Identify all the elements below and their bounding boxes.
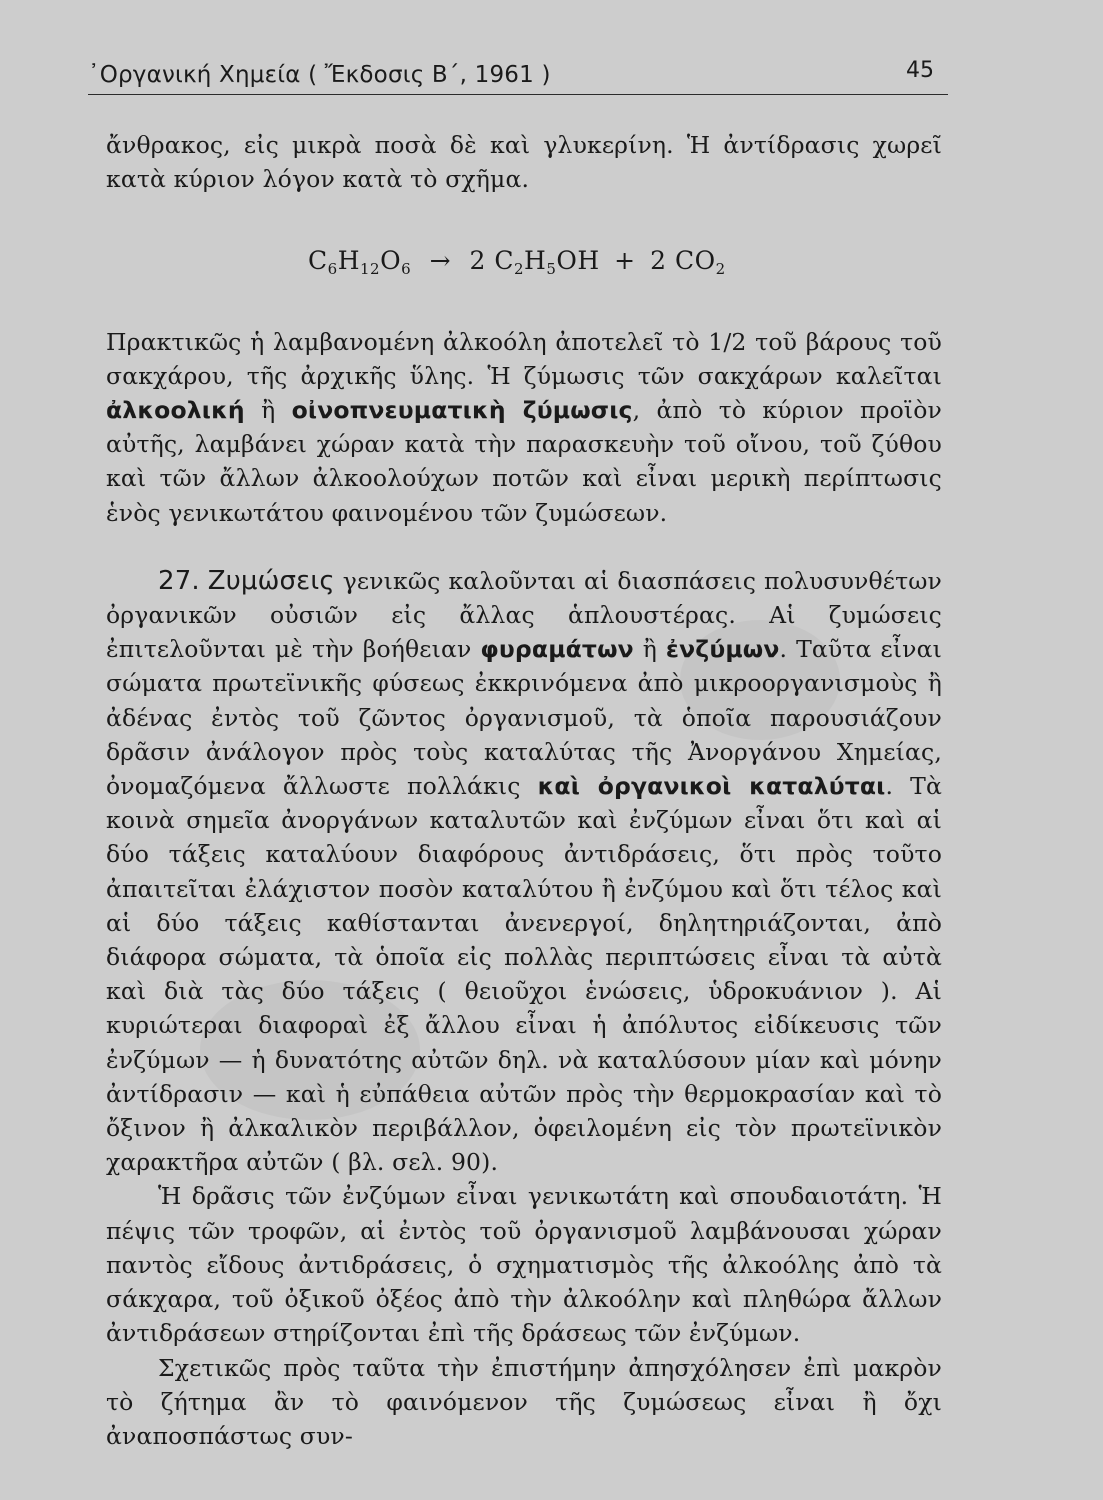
formula-co2: 2 $CO_2$ [650,246,726,279]
section-number: 27. [158,565,200,596]
reaction-arrow: → [429,246,452,276]
term-alcoholic: ἀλκοολική [106,396,245,425]
running-head: ᾽Οργανική Χημεία ( Ἔκδοσις Β΄, 1961 ) [88,62,551,88]
chemical-equation [106,244,942,286]
paragraph-enzyme-action: Ἡ δρᾶσις τῶν ἐνζύμων εἶναι γενικωτάτη καὶ σπουδαιοτάτη. Ἡ πέψις τῶν τροφῶν, αἱ ἐντὸς τοῦ ὀργανισμοῦ λαμβάνουσαι χώραν παντὸς εἴδους ἀντιδράσεις, ὁ σχηματισμὸς τῆς ἀλκοόλης ἀπὸ τὰ σάκχαρα, τοῦ ὀξικοῦ ὀξέος ἀπὸ τὴν ἀλκοόλην καὶ πληθώρα ἄλλων ἀντιδράσεων στηρίζονται ἐπὶ τῆς δράσεως τῶν ἐνζύμων. [106,1182,942,1348]
term-enzymes: ἐνζύμων [665,635,780,664]
term-spirituous-fermentation: οἰνοπνευματικὴ ζύμωσις [291,396,633,425]
plus-sign: + [614,246,636,276]
paragraph-fermentation: Πρακτικῶς ἡ λαμβανομένη ἀλκοόλη ἀποτελεῖ τὸ 1/2 τοῦ βάρους τοῦ σακχάρου, τῆς ἀρχικῆς ὕλης. Ἡ ζύμωσις τῶν σακχάρων καλεῖται ἀλκοολική ἢ οἰνοπνευματικὴ ζύμωσις, ἀπὸ τὸ κύριον προϊὸν αὐτῆς, λαμβάνει χώραν κατὰ τὴν παρασκευὴν τοῦ οἴνου, τοῦ ζύθου καὶ τῶν ἄλλων ἀλκοολούχων ποτῶν καὶ εἶναι μερικὴ περίπτωσις ἑνὸς γενικωτάτου φαινομένου τῶν ζυμώσεων. [106,327,942,527]
page-header [88,58,948,95]
paragraph-closing: Σχετικῶς πρὸς ταῦτα τὴν ἐπιστήμην ἀπησχόλησεν ἐπὶ μακρὸν τὸ ζήτημα ἂν τὸ φαινόμενον τῆς ζυμώσεως εἶναι ἢ ὄχι ἀναποσπάστως συν- [106,1353,942,1450]
term-organic-catalysts: καὶ ὀργανικοὶ καταλύται [537,772,886,801]
section-title: Ζυμώσεις [207,565,335,596]
term-ferments: φυραμάτων [480,635,634,664]
page-number: 45 [906,58,934,83]
paragraph-continuation: ἄνθρακος, εἰς μικρὰ ποσὰ δὲ καὶ γλυκερίνη. Ἡ ἀντίδρασις χωρεῖ κατὰ κύριον λόγον κατὰ τὸ σχῆμα. [106,131,942,194]
formula-ethanol: 2 $C_2H_5OH$ [469,246,600,279]
formula-glucose: $C_6H_{12}O_6$ [308,246,412,279]
section-27: 27. Ζυμώσεις γενικῶς καλοῦνται αἱ διασπάσεις πολυσυνθέτων ὀργανικῶν οὐσιῶν εἰς ἄλλας ἁπλουστέρας. Αἱ ζυμώσεις ἐπιτελοῦνται μὲ τὴν βοήθειαν φυραμάτων ἢ ἐνζύμων. Ταῦτα εἶναι σώματα πρωτεϊνικῆς φύσεως ἐκκρινόμενα ἀπὸ μικροοργανισμοὺς ἢ ἀδένας ἐντὸς τοῦ ζῶντος ὀργανισμοῦ, τὰ ὁποῖα παρουσιάζουν δρᾶσιν ἀνάλογον πρὸς τοὺς καταλύτας τῆς Ἀνοργάνου Χημείας, ὀνομαζόμενα ἄλλωστε πολλάκις καὶ ὀργανικοὶ καταλύται. Τὰ κοινὰ σημεῖα ἀνοργάνων καταλυτῶν καὶ ἐνζύμων εἶναι ὅτι καὶ αἱ δύο τάξεις καταλύουν διαφόρους ἀντιδράσεις, ὅτι πρὸς τοῦτο ἀπαιτεῖται ἐλάχιστον ποσὸν καταλύτου ἢ ἐνζύμου καὶ ὅτι τέλος καὶ αἱ δύο τάξεις καθίστανται ἀνενεργοί, δηλητηριάζονται, ἀπὸ διάφορα σώματα, τὰ ὁποῖα εἰς πολλὰς περιπτώσεις εἶναι τὰ αὐτὰ καὶ διὰ τὰς δύο τάξεις ( θειοῦχοι ἑνώσεις, ὑδροκυάνιον ). Αἱ κυριώτεραι διαφοραὶ ἐξ ἄλλου εἶναι ἡ ἀπόλυτος εἰδίκευσις τῶν ἐνζύμων — ἡ δυνατότης αὐτῶν δηλ. νὰ καταλύσουν μίαν καὶ μόνην ἀντίδρασιν — καὶ ἡ εὐπάθεια αὐτῶν πρὸς τὴν θερμοκρασίαν καὶ τὸ ὄξινον ἢ ἀλκαλικὸν περιβάλλον, ὀφειλομένη εἰς τὸν πρωτεϊνικὸν χαρακτῆρα αὐτῶν ( βλ. σελ. 90). [106,565,942,1177]
body-text [106,128,942,1453]
